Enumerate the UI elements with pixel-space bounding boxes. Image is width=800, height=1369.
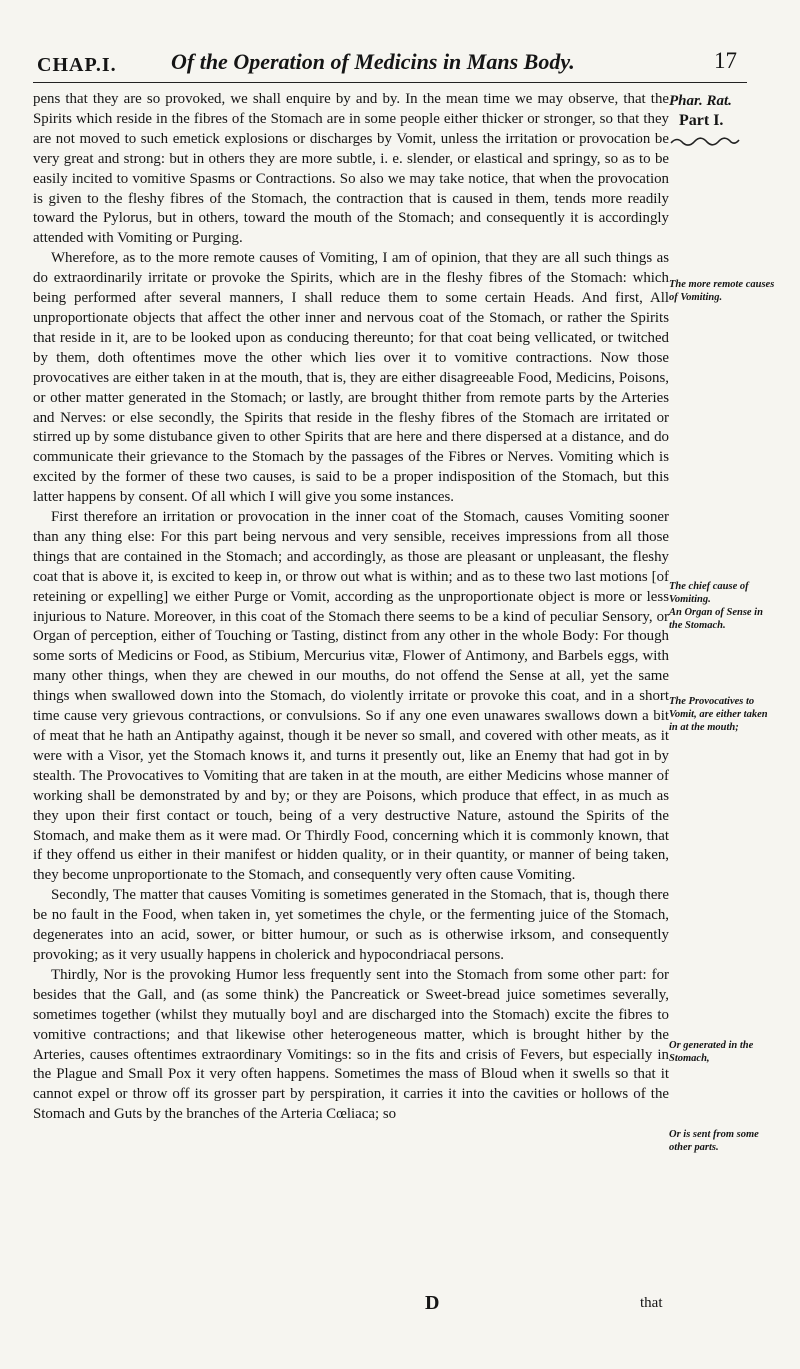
- page-header: [33, 44, 747, 83]
- side-note: The chief cause of Vomiting.: [669, 581, 749, 605]
- catchword: that: [640, 1295, 663, 1311]
- page-title: Of the Operation of Medicins in Mans Body.: [171, 49, 575, 74]
- paragraph: Thirdly, Nor is the provoking Humor less frequently sent into the Stomach from some other part: for besides that the Gall, and (as some think) the Pancreatick or Sweet-bread juice sometimes severally, sometimes together (whilst they mutually boyl and are discharged into the Stomach) excite the fibres to vomitive contractions; and that likewise other heterogeneous matter, which is brought hither by the Arteries, causes oftentimes extraordinary Vomitings: so in the fits and crisis of Fevers, but especially in the Plague and Small Pox it very often happens. Sometimes the mass of Bloud when it swells so that it cannot expel or throw off its grosser part by perspiration, it carries it into the cavities or hollows of the Stomach and Guts by the branches of the Arteria Cœliaca; so: [33, 966, 669, 1123]
- side-note: Or is sent from some other parts.: [669, 1129, 759, 1153]
- side-note: An Organ of Sense in the Stomach.: [669, 607, 763, 631]
- page-number: 17: [714, 48, 737, 73]
- part-label: Part I.: [679, 112, 724, 129]
- running-title: Phar. Rat.: [669, 93, 732, 109]
- chapter-label: CHAP.I.: [37, 54, 117, 76]
- main-text: [33, 90, 669, 1125]
- paragraph: Secondly, The matter that causes Vomiting is sometimes generated in the Stomach, that is, though there be no fault in the Food, when taken in, yet sometimes the chyle, or the fermenting juice of the Stomach, degenerates into an acid, sower, or bitter humour, or such as is otherwise irksom, and consequently provoking; as it very usually happens in cholerick and hypocondriacal persons.: [33, 887, 669, 963]
- side-note: Or generated in the Stomach,: [669, 1040, 754, 1064]
- side-note: The more remote causes of Vomiting.: [669, 279, 775, 303]
- side-note: The Provocatives to Vomit, are either taken in at the mouth;: [669, 696, 768, 733]
- ornament-flourish: [669, 134, 741, 148]
- paragraph: Wherefore, as to the more remote causes of Vomiting, I am of opinion, that they are all such things as do extraordinarily irritate or provoke the Spirits, which are in the fleshy fibres of the Stomach: which being performed after several manners, I shall reduce them to some certain Heads. And first, All unproportionate objects that affect the other inner and nervous coat of the Stomach, or rather the Spirits that reside in it, are to be looked upon as conducing thereunto; for that coat being vellicated, or twitched by them, doth oftentimes move the other which lies over it to vomitive contractions. Now those provocatives are either taken in at the mouth, that is, they are either disagreeable Food, Medicins, Poisons, or other matter generated in the Stomach; or lastly, are brought thither from remote parts by the Arteries and Nerves: or else secondly, the Spirits that reside in the fleshy fibres of the Stomach are irritated or stirred up by some distubance given to other Spirits that are here and there dispersed at a distance, and do communicate their grievance to the Stomach by the passages of the Fibres or Nerves. Vomiting which is excited by the former of these two causes, is said to be a proper indisposition of the Stomach, but this latter happens by consent. Of all which I will give you some instances.: [33, 250, 669, 506]
- running-margin-title: [669, 92, 775, 148]
- paragraph: pens that they are so provoked, we shall enquire by and by. In the mean time we may observe, that the Spirits which reside in the fibres of the Stomach are in some people either thicker or stronger, so that they are not moved to such emetick explosions or discharges by Vomit, unless the irritation or provocation be very great and strong: but in others they are more subtle, i. e. slender, or elastical and springy, so as to be easily incited to vomitive Spasms or Contractions. So also we may take notice, that when the provocation is given to the fleshy fibres of the Stomach, the contraction that is caused in them, tends more readily toward the Pylorus, but in others, toward the mouth of the Stomach; and consequently it is accordingly attended with Vomiting or Purging.: [33, 91, 669, 247]
- paragraph: First therefore an irritation or provocation in the inner coat of the Stomach, causes Vomiting sooner than any thing else: For this part being nervous and very sensible, receives impressions from all those things that are contained in the Stomach; and accordingly, as those are pleasant or unpleasant, the fleshy coat that is above it, is excited to keep in, or throw out what is within; and as to these two last motions [of reteining or expelling] we either Purge or Vomit, according as the unproportionate object is more or less injurious to Nature. Moreover, in this coat of the Stomach there seems to be a kind of peculiar Sensory, or Organ of perception, either of Touching or Tasting, distinct from any other in the whole Body: For though some sorts of Medicins or Food, as Stibium, Mercurius vitæ, Flower of Antimony, and Barbels eggs, with many other things, when they are chewed in our mouths, do not offend the Sense at all, yet the same things when swallowed down into the Stomach, do violently irritate or provoke this coat, and in a short time cause very grievous contractions, or convulsions. So if any one even unawares swallows down a bit of meat that he hath an Antipathy against, though it be never so small, and covered with other meats, as it were with a Visor, yet the Stomach knows it, and turns it presently out, like an Enemy that had got in by stealth. The Provocatives to Vomiting that are taken in at the mouth, are either Medicins whose manner of working shall be demonstrated by and by; or they are Poisons, which produce that effect, in as much as they upon their first contact or touch, being of a very destructive Nature, astound the Spirits of the Stomach, and make them as it were mad. Or Thirdly Food, concerning which it is commonly known, that if they offend us either in their manifest or hidden quality, or in their quantity, or manner of being taken, they become unproportionate to the Stomach, and consequently very often cause Vomiting.: [33, 509, 669, 884]
- signature-mark: D: [425, 1292, 440, 1314]
